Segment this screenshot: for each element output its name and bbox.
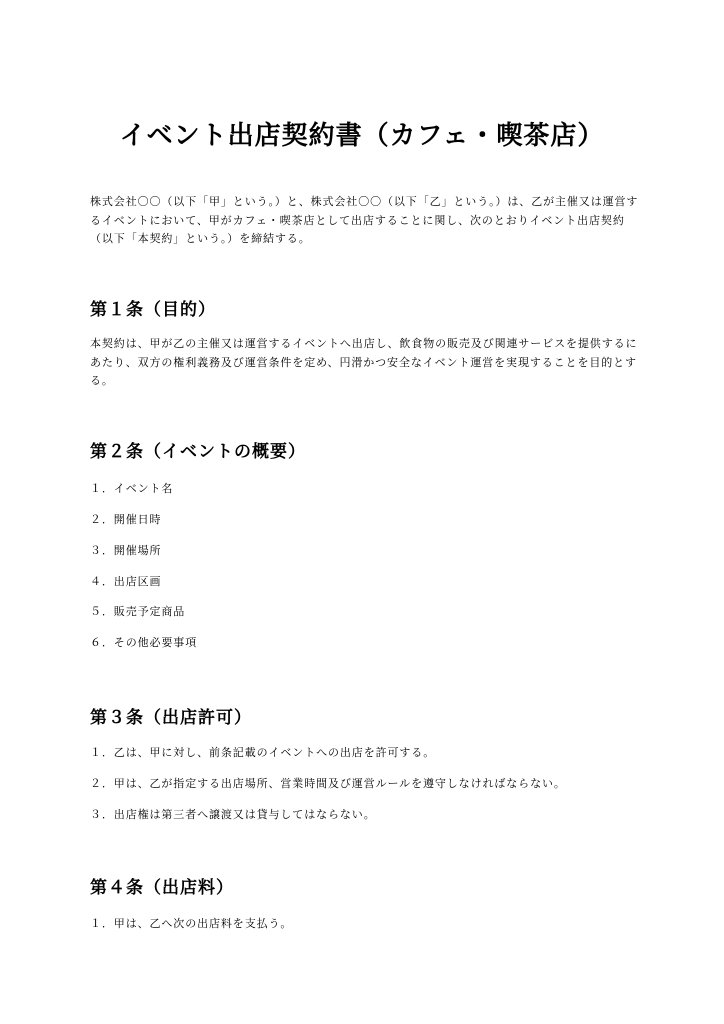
article-4-heading: 第４条（出店料） xyxy=(90,878,234,898)
article-3-heading: 第３条（出店許可） xyxy=(90,708,252,728)
article-1-body: 本契約は、甲が乙の主催又は運営するイベントへ出店し、飲食物の販売及び関連サービスを提供するにあたり、双方の権利義務及び運営条件を定め、円滑かつ安全なイベント運営を実現することを目的とする。 xyxy=(90,337,638,387)
preamble-paragraph: 株式会社〇〇（以下「甲」という。）と、株式会社〇〇（以下「乙」という。）は、乙が主催又は運営するイベントにおいて、甲がカフェ・喫茶店として出店することに関し、次のとおりイベント出店契約（以下「本契約」という。）を締結する。 xyxy=(90,195,639,245)
article-3-item: ３．出店権は第三者へ譲渡又は貸与してはならない。 xyxy=(90,808,376,821)
article-1-heading: 第１条（目的） xyxy=(90,300,216,320)
article-2-item: ６．その他必要事項 xyxy=(90,636,198,649)
article-4-item: １．甲は、乙へ次の出店料を支払う。 xyxy=(90,917,293,930)
article-2-item: ５．販売予定商品 xyxy=(90,605,186,618)
article-3-item: １．乙は、甲に対し、前条記載のイベントへの出店を許可する。 xyxy=(90,746,436,759)
article-2-heading: 第２条（イベントの概要） xyxy=(90,442,306,462)
article-2-item: １．イベント名 xyxy=(90,482,174,495)
article-3-item: ２．甲は、乙が指定する出店場所、営業時間及び運営ルールを遵守しなければならない。 xyxy=(90,777,566,790)
article-2-item: ３．開催場所 xyxy=(90,544,162,557)
article-2-item: ２．開催日時 xyxy=(90,513,162,526)
document-title: イベント出店契約書（カフェ・喫茶店） xyxy=(119,121,605,151)
article-2-item: ４．出店区画 xyxy=(90,575,162,588)
